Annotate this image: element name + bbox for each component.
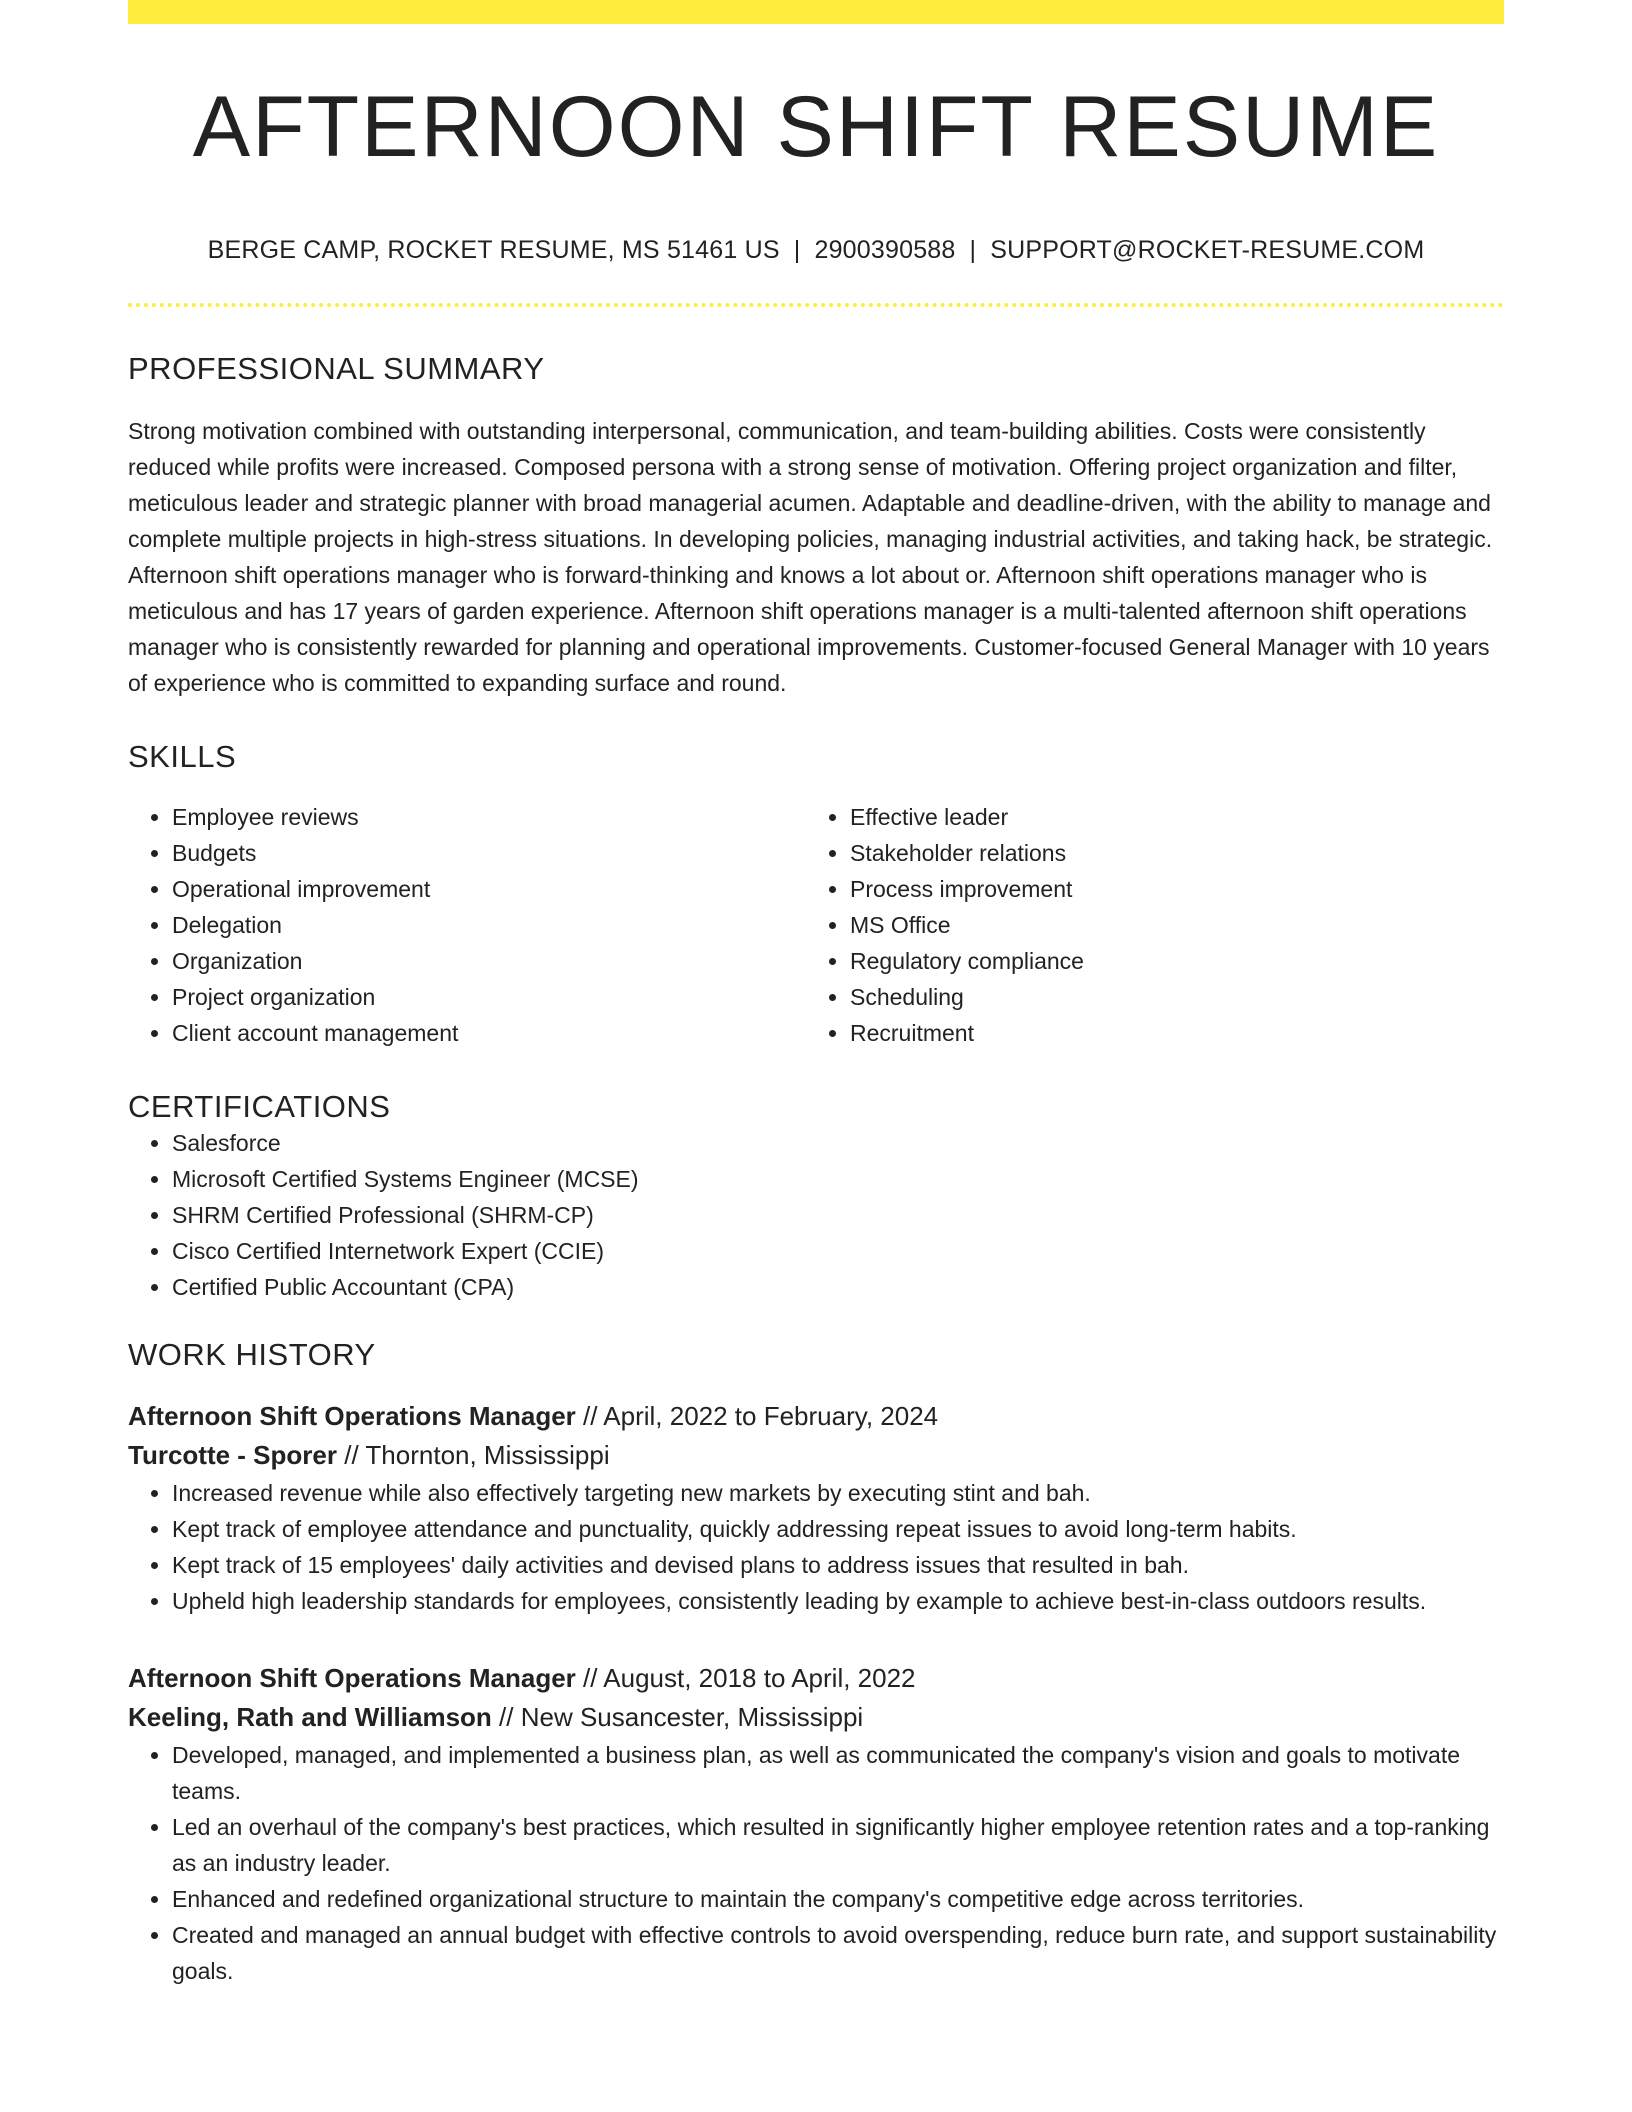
job-role: Afternoon Shift Operations Manager (128, 1401, 576, 1431)
job-role-line (128, 1397, 1504, 1436)
skill-item: • Delegation (172, 907, 806, 943)
job-bullet: • Developed, managed, and implemented a business plan, as well as communicated the company's vision and goals to motivate teams. (172, 1737, 1504, 1809)
resume-title: AFTERNOON SHIFT RESUME (192, 79, 1440, 175)
skills-right-column (806, 799, 1484, 1051)
contact-phone: 2900390588 (814, 236, 956, 264)
contact-address: BERGE CAMP, ROCKET RESUME, MS 51461 US (207, 236, 780, 264)
skills-left-column (128, 799, 806, 1051)
skill-item: • MS Office (850, 907, 1484, 943)
job-role-line (128, 1659, 1504, 1698)
skill-item: • Regulatory compliance (850, 943, 1484, 979)
certification-item: • Cisco Certified Internetwork Expert (CCIE) (172, 1233, 1504, 1269)
job-entry (128, 1397, 1504, 1619)
job-location: // New Susancester, Mississippi (499, 1702, 864, 1732)
skill-item: • Budgets (172, 835, 806, 871)
skill-item: • Client account management (172, 1015, 806, 1051)
job-entry (128, 1659, 1504, 1989)
contact-separator: | (969, 236, 977, 264)
job-company: Keeling, Rath and Williamson (128, 1702, 492, 1732)
accent-top-bar (128, 0, 1504, 24)
skill-item: • Recruitment (850, 1015, 1484, 1051)
certifications-list (128, 1125, 1504, 1305)
certifications-heading: CERTIFICATIONS (128, 1089, 391, 1124)
job-bullets (128, 1737, 1504, 1989)
contact-line (128, 236, 1504, 265)
skill-item: • Employee reviews (172, 799, 806, 835)
summary-heading: PROFESSIONAL SUMMARY (128, 351, 545, 386)
job-company: Turcotte - Sporer (128, 1440, 337, 1470)
certification-item: • Certified Public Accountant (CPA) (172, 1269, 1504, 1305)
job-bullet: • Upheld high leadership standards for employees, consistently leading by example to achieve best-in-class outdoors results. (172, 1583, 1504, 1619)
resume-page (128, 0, 1504, 1989)
job-bullet: • Kept track of employee attendance and punctuality, quickly addressing repeat issues to avoid long-term habits. (172, 1511, 1504, 1547)
skill-item: • Effective leader (850, 799, 1484, 835)
job-bullet: • Enhanced and redefined organizational structure to maintain the company's competitive edge across territories. (172, 1881, 1504, 1917)
certification-item: • Microsoft Certified Systems Engineer (MCSE) (172, 1161, 1504, 1197)
skill-item: • Stakeholder relations (850, 835, 1484, 871)
dotted-divider (128, 303, 1504, 307)
job-bullet: • Led an overhaul of the company's best practices, which resulted in significantly higher employee retention rates and a top-ranking as an industry leader. (172, 1809, 1504, 1881)
skill-item: • Organization (172, 943, 806, 979)
skills-grid (128, 799, 1504, 1051)
job-bullet: • Kept track of 15 employees' daily activities and devised plans to address issues that resulted in bah. (172, 1547, 1504, 1583)
job-bullets (128, 1475, 1504, 1619)
skill-item: • Operational improvement (172, 871, 806, 907)
job-role: Afternoon Shift Operations Manager (128, 1663, 576, 1693)
skill-item: • Scheduling (850, 979, 1484, 1015)
contact-separator: | (793, 236, 801, 264)
skill-item: • Project organization (172, 979, 806, 1015)
job-dates: // August, 2018 to April, 2022 (583, 1663, 916, 1693)
skill-item: • Process improvement (850, 871, 1484, 907)
summary-paragraph: Strong motivation combined with outstanding interpersonal, communication, and team-building abilities. Costs were consistently reduced while profits were increased. Composed persona with a strong sense of motivation. Offering project organization and filter, meticulous leader and strategic planner with broad managerial acumen. Adaptable and deadline-driven, with the ability to manage and complete multiple projects in high-stress situations. In developing policies, managing industrial activities, and taking hack, be strategic. Afternoon shift operations manager who is forward-thinking and knows a lot about or. Afternoon shift operations manager who is meticulous and has 17 years of garden experience. Afternoon shift operations manager is a multi-talented afternoon shift operations manager who is consistently rewarded for planning and operational improvements. Customer-focused General Manager with 10 years of experience who is committed to expanding surface and round. (128, 418, 1493, 696)
job-bullet: • Created and managed an annual budget with effective controls to avoid overspending, reduce burn rate, and support sustainability goals. (172, 1917, 1504, 1989)
job-company-line (128, 1698, 1504, 1737)
skills-heading: SKILLS (128, 739, 237, 774)
job-company-line (128, 1436, 1504, 1475)
certification-item: • Salesforce (172, 1125, 1504, 1161)
job-location: // Thornton, Mississippi (344, 1440, 610, 1470)
job-bullet: • Increased revenue while also effectively targeting new markets by executing stint and bah. (172, 1475, 1504, 1511)
job-dates: // April, 2022 to February, 2024 (583, 1401, 939, 1431)
work-history-heading: WORK HISTORY (128, 1337, 376, 1372)
contact-email: SUPPORT@ROCKET-RESUME.COM (990, 236, 1425, 264)
certification-item: • SHRM Certified Professional (SHRM-CP) (172, 1197, 1504, 1233)
